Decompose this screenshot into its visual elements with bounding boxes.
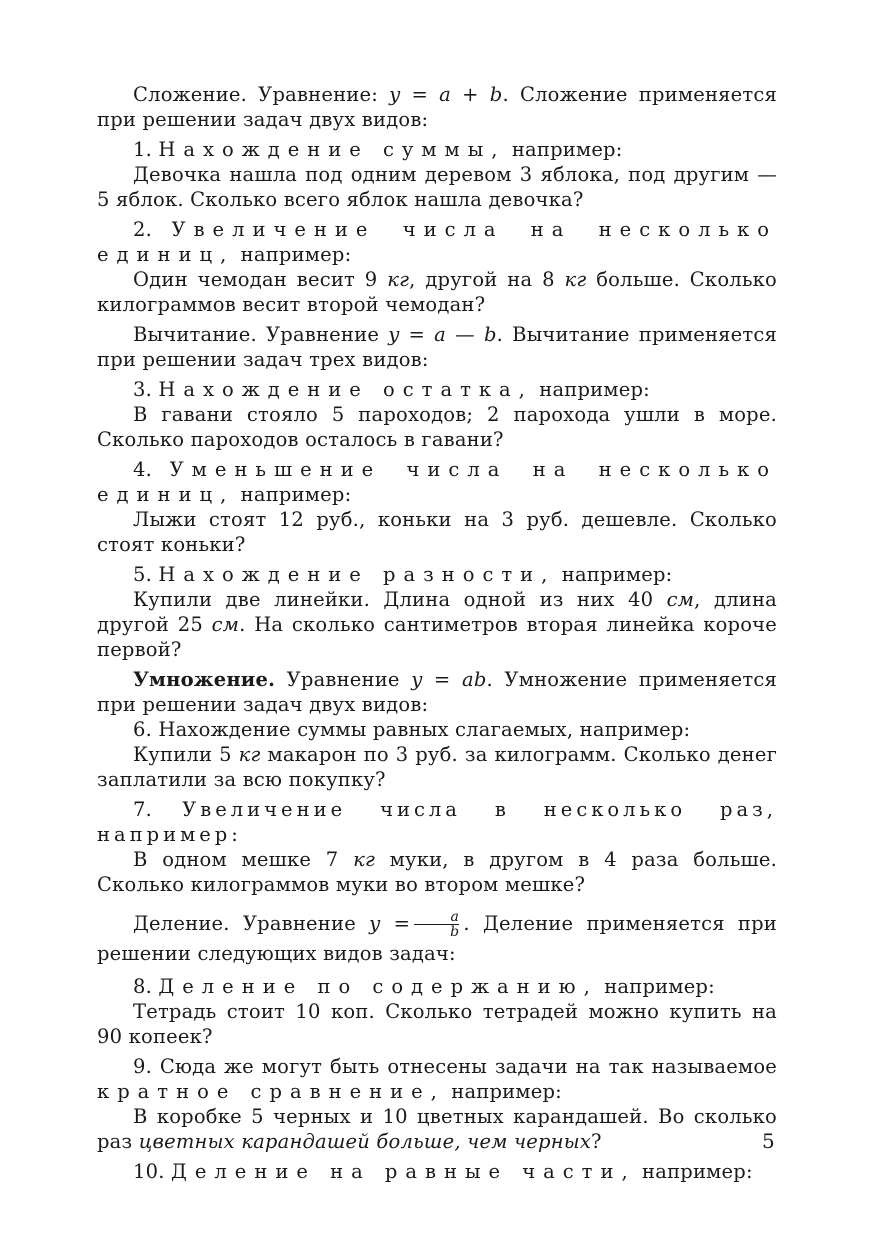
multiplication-mid: Уравнение: [275, 668, 412, 691]
item-9-example: [97, 1104, 777, 1154]
page-text: [97, 82, 777, 1184]
item-10-number: 10.: [133, 1160, 172, 1183]
item-3-number: 3.: [133, 378, 159, 401]
item-3-example: В гавани стояло 5 пароходов; 2 парохода ушли в море. Сколько пароходов осталось в гавани?: [97, 403, 777, 451]
addition-paragraph: [97, 82, 777, 132]
item-8-heading: [97, 974, 777, 999]
item-9-rest: например:: [444, 1080, 562, 1103]
item-2-example-c: больше. Сколько килограммов весит второй чемодан?: [97, 268, 777, 316]
addition-rest: . Сложение применяется при решении задач двух видов:: [97, 83, 777, 131]
item-2-example-a: Один чемодан весит 9: [133, 268, 388, 291]
item-9-title: кратное сравнение,: [97, 1080, 445, 1103]
item-9-heading: [97, 1054, 777, 1104]
item-1-title: Нахождение суммы,: [158, 138, 506, 161]
item-2-heading: [97, 217, 777, 267]
subtraction-head: Вычитание. Уравнение: [133, 323, 389, 346]
item-6-unit-1: кг: [238, 743, 261, 766]
item-2-unit-2: кг: [564, 268, 587, 291]
multiplication-formula: y = ab: [411, 668, 487, 691]
division-formula-y: y =: [369, 912, 411, 935]
item-7-example-a: В одном мешке 7: [133, 848, 354, 871]
item-7-title: Увеличение числа в несколько раз, например:: [97, 798, 777, 846]
page-number: 5: [762, 1129, 775, 1153]
item-3-heading: [97, 377, 777, 402]
item-2-rest: например:: [234, 243, 352, 266]
item-3-title: Нахождение остатка,: [158, 378, 533, 401]
item-7-number: 7.: [133, 798, 183, 821]
item-1-rest: например:: [505, 138, 623, 161]
division-numerator: a: [450, 909, 460, 925]
item-5-title: Нахождение разности,: [158, 563, 556, 586]
division-rest: . Деление применяется при решении следующих видов задач:: [97, 912, 778, 965]
subtraction-paragraph: [97, 322, 777, 372]
item-7-heading: [97, 797, 777, 847]
subtraction-rest: . Вычитание применяется при решении задач трех видов:: [97, 323, 778, 371]
item-6-heading: 6. Нахождение суммы равных слагаемых, например:: [133, 718, 691, 741]
item-8-rest: например:: [597, 975, 715, 998]
item-7-unit-1: кг: [353, 848, 375, 871]
item-6-example: [97, 742, 777, 792]
item-6-example-b: макарон по 3 руб. за килограмм. Сколько денег заплатили за всю покупку?: [97, 743, 777, 791]
item-5-example-b: , длина другой 25: [97, 588, 777, 636]
multiplication-rest: . Умножение применяется при решении задач двух видов:: [97, 668, 777, 716]
item-3-rest: например:: [532, 378, 650, 401]
item-2-example-b: , другой на 8: [409, 268, 565, 291]
item-1-number: 1.: [133, 138, 159, 161]
item-4-example: Лыжи стоят 12 руб., коньки на 3 руб. дешевле. Сколько стоят коньки?: [97, 508, 777, 556]
item-10-rest: например:: [635, 1160, 753, 1183]
division-paragraph: [97, 909, 777, 969]
item-5-number: 5.: [133, 563, 159, 586]
item-5-example-c: . На сколько сантиметров вторая линейка короче первой?: [97, 613, 777, 661]
item-5-unit-2: см: [211, 613, 240, 636]
item-8-example: Тетрадь стоит 10 коп. Сколько тетрадей можно купить на 90 копеек?: [97, 1000, 777, 1048]
item-5-example: [97, 587, 777, 662]
division-denominator: b: [414, 924, 459, 939]
item-4-title: Уменьшение числа на несколько единиц,: [97, 458, 777, 506]
addition-head: Сложение. Уравнение:: [133, 83, 390, 106]
item-4-number: 4.: [133, 458, 170, 481]
item-9-example-a: В коробке 5 черных и 10 цветных карандашей. Во сколько раз: [97, 1105, 777, 1153]
item-2-example: [97, 267, 777, 317]
item-7-example: [97, 847, 777, 897]
item-9-example-b: ?: [591, 1130, 602, 1153]
multiplication-paragraph: [97, 667, 777, 717]
item-10-title: Деление на равные части,: [171, 1160, 636, 1183]
item-8-title: Деление по содержанию,: [158, 975, 598, 998]
multiplication-head: Умножение.: [133, 668, 276, 691]
item-1-example: Девочка нашла под одним деревом 3 яблока, под другим — 5 яблок. Сколько всего яблок нашла девочка?: [97, 163, 777, 211]
division-head: Деление. Уравнение: [133, 912, 370, 935]
item-5-example-a: Купили две линейки. Длина одной из них 40: [133, 588, 667, 611]
item-6-example-a: Купили 5: [133, 743, 239, 766]
item-9-example-emphasis: цветных карандашей больше, чем черных: [138, 1130, 592, 1153]
item-9-text: 9. Сюда же могут быть отнесены задачи на так называемое: [133, 1055, 777, 1078]
item-2-unit-1: кг: [387, 268, 410, 291]
item-5-rest: например:: [555, 563, 673, 586]
item-5-heading: [97, 562, 777, 587]
division-fraction: [414, 910, 459, 939]
addition-formula: y = a + b: [389, 83, 503, 106]
item-2-title: Увеличение числа на несколько единиц,: [97, 218, 778, 266]
item-1-heading: [97, 137, 777, 162]
item-8-number: 8.: [133, 975, 159, 998]
item-2-number: 2.: [133, 218, 172, 241]
item-10-heading: [97, 1159, 777, 1184]
item-7-example-b: муки, в другом в 4 раза больше. Сколько килограммов муки во втором мешке?: [97, 848, 777, 896]
item-4-rest: например:: [234, 483, 352, 506]
subtraction-formula: y = a — b: [388, 323, 497, 346]
item-4-heading: [97, 457, 777, 507]
item-5-unit-1: см: [666, 588, 695, 611]
